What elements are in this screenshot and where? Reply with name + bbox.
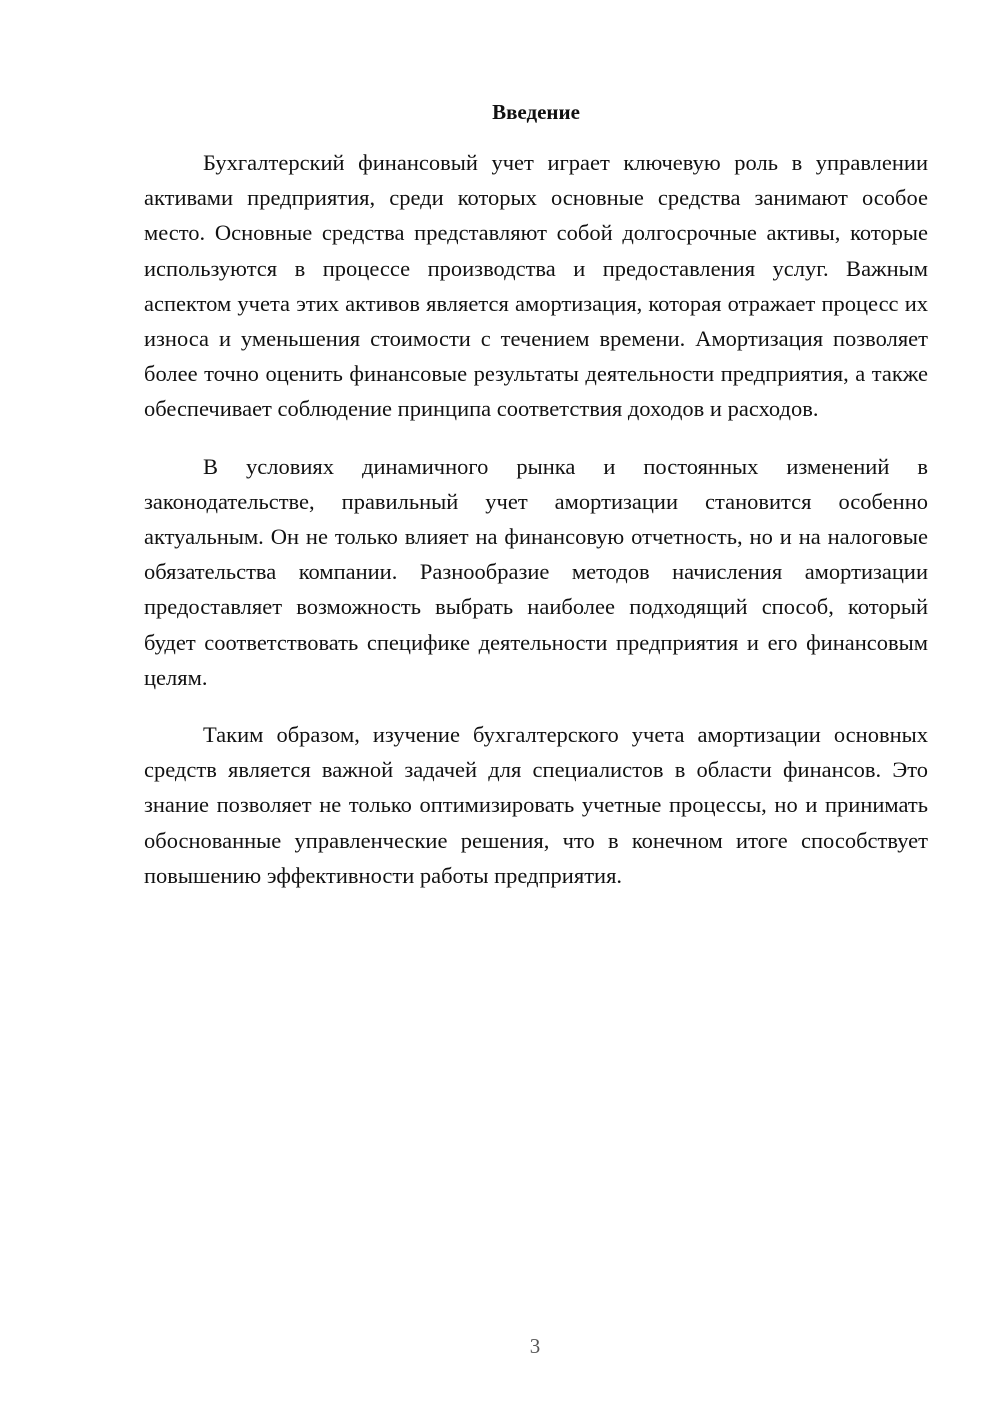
paragraph-3: Таким образом, изучение бухгалтерского учета амортизации основных средств является важной задачей для специалистов в области финансов. Это знание позволяет не только оптимизировать учетные процессы, но и принимать обоснованные управленческие решения, что в конечном итоге способствует повышению эффективности работы предприятия. [144, 722, 928, 888]
page-number: 3 [529, 1334, 541, 1358]
page-content [144, 96, 928, 893]
paragraph-1: Бухгалтерский финансовый учет играет ключевую роль в управлении активами предприятия, среди которых основные средства занимают особое место. Основные средства представляют собой долгосрочные активы, которые используются в процессе производства и предоставления услуг. Важным аспектом учета этих активов является амортизация, которая отражает процесс их износа и уменьшения стоимости с течением времени. Амортизация позволяет более точно оценить финансовые результаты деятельности предприятия, а также обеспечивает соблюдение принципа соответствия доходов и расходов. [144, 150, 928, 422]
paragraph-2: В условиях динамичного рынка и постоянных изменений в законодательстве, правильный учет амортизации становится особенно актуальным. Он не только влияет на финансовую отчетность, но и на налоговые обязательства компании. Разнообразие методов начисления амортизации предоставляет возможность выбрать наиболее подходящий способ, который будет соответствовать специфике деятельности предприятия и его финансовым целям. [144, 453, 928, 690]
section-heading: Введение [492, 100, 580, 124]
